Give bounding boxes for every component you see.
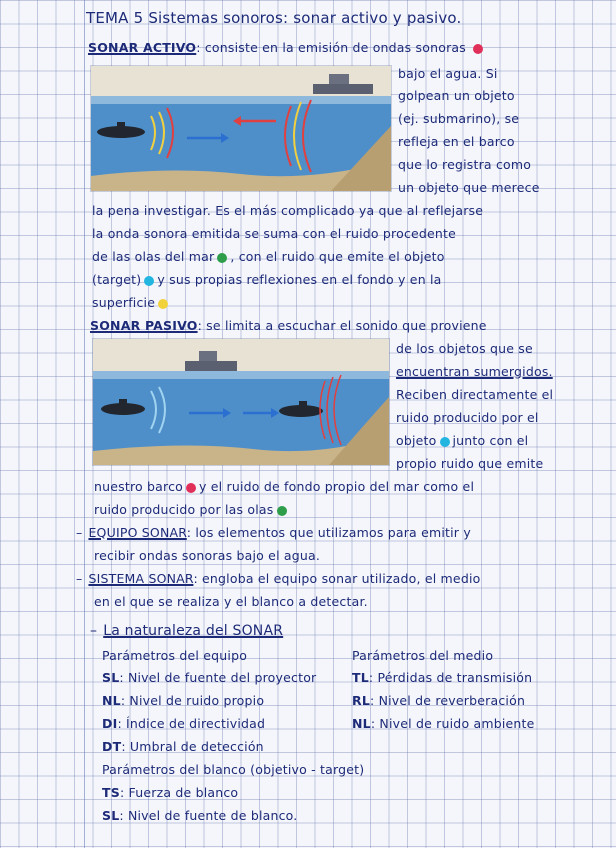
param-desc: : Índice de directividad (117, 716, 266, 731)
naturaleza-heading-line (90, 624, 283, 639)
equipo-sonar-line-2 (94, 548, 320, 563)
sonar-pasivo-heading-line (90, 318, 487, 333)
sonar-activo-heading: SONAR ACTIVO (88, 40, 197, 55)
param-desc: : Pérdidas de transmisión (368, 670, 533, 685)
activo-line-9 (92, 226, 456, 241)
bullet-dash: – (76, 525, 83, 540)
pasivo-line-8a-text: nuestro barco (94, 479, 184, 494)
activo-line-11a-text: (target) (92, 272, 142, 287)
param-abbr: NL (352, 716, 371, 731)
pasivo-line-8 (94, 479, 474, 494)
param-abbr: SL (102, 670, 120, 685)
activo-line-8 (92, 203, 483, 218)
activo-line-2-text: bajo el agua. Si (398, 66, 498, 81)
pasivo-line-8b-text: y el ruido de fondo propio del mar como el (199, 479, 475, 494)
param-abbr: RL (352, 693, 370, 708)
activo-line-3 (398, 88, 515, 103)
param-desc: : Umbral de detección (121, 739, 264, 754)
param-desc: : Fuerza de blanco (119, 785, 239, 800)
param-abbr: TL (352, 670, 369, 685)
activo-line-11 (92, 272, 442, 287)
parametros-blanco-title (102, 762, 364, 777)
page-margin-line (84, 0, 85, 848)
param-abbr: NL (102, 693, 121, 708)
param-blanco-row (102, 785, 238, 800)
pasivo-line-5-text: ruido producido por el (396, 410, 539, 425)
pasivo-line-6 (396, 433, 528, 448)
sonar-pasivo-text: : se limita a escuchar el sonido que proviene (197, 318, 487, 333)
parametros-blanco-title-text: Parámetros del blanco (objetivo - target) (102, 762, 365, 777)
activo-line-4 (398, 111, 519, 126)
sonar-activo-svg (91, 66, 391, 191)
activo-line-8-text: la pena investigar. Es el más complicado ya que al reflejarse (92, 203, 484, 218)
red-mark-icon (186, 483, 196, 493)
pasivo-line-7-text: propio ruido que emite (396, 456, 544, 471)
pasivo-line-9 (94, 502, 290, 517)
activo-line-11b-text: y sus propias reflexiones en el fondo y en la (157, 272, 442, 287)
activo-line-12 (92, 295, 171, 310)
equipo-sonar-heading: EQUIPO SONAR (88, 525, 187, 540)
bullet-dash: – (76, 571, 83, 586)
sistema-sonar-heading: SISTEMA SONAR (88, 571, 194, 586)
activo-line-5 (398, 134, 515, 149)
sonar-activo-illustration (90, 65, 392, 192)
param-desc: : Nivel de ruido propio (120, 693, 265, 708)
bullet-dash: – (90, 623, 98, 639)
sistema-sonar-line-1 (76, 571, 480, 586)
param-abbr: DT (102, 739, 122, 754)
pasivo-line-6a-text: objeto (396, 433, 437, 448)
activo-line-7 (398, 180, 540, 195)
param-abbr: TS (102, 785, 120, 800)
param-equipo-row (102, 693, 264, 708)
pasivo-line-3 (396, 364, 553, 379)
sonar-pasivo-heading: SONAR PASIVO (90, 318, 198, 333)
activo-line-3-text: golpean un objeto (398, 88, 515, 103)
naturaleza-heading: La naturaleza del SONAR (103, 623, 284, 639)
sistema-sonar-line-2 (94, 594, 368, 609)
param-medio-row (352, 693, 525, 708)
sistema-sonar-text-2: en el que se realiza y el blanco a detectar. (94, 594, 368, 609)
param-desc: : Nivel de fuente de blanco. (119, 808, 298, 823)
sonar-activo-heading-line (88, 40, 486, 55)
activo-line-10 (92, 249, 445, 264)
pasivo-line-2 (396, 341, 533, 356)
parametros-medio-title-text: Parámetros del medio (352, 648, 494, 663)
activo-line-6-text: que lo registra como (398, 157, 532, 172)
param-abbr: DI (102, 716, 118, 731)
pasivo-line-5 (396, 410, 539, 425)
activo-line-6 (398, 157, 531, 172)
parametros-equipo-title (102, 648, 247, 663)
pasivo-line-6b-text: junto con el (452, 433, 529, 448)
activo-line-9-text: la onda sonora emitida se suma con el ruido procedente (92, 226, 457, 241)
pasivo-line-3-text: encuentran sumergidos. (396, 364, 553, 379)
param-desc: : Nivel de ruido ambiente (370, 716, 535, 731)
param-blanco-row (102, 808, 297, 823)
activo-line-7-text: un objeto que merece (398, 180, 540, 195)
sonar-pasivo-illustration (92, 338, 390, 466)
parametros-equipo-title-text: Parámetros del equipo (102, 648, 248, 663)
activo-line-10a-text: de las olas del mar (92, 249, 215, 264)
param-equipo-row (102, 670, 316, 685)
pasivo-line-7 (396, 456, 543, 471)
pasivo-line-4-text: Reciben directamente el (396, 387, 554, 402)
green-mark-icon (277, 506, 287, 516)
param-medio-row (352, 716, 535, 731)
activo-line-10b-text: , con el ruido que emite el objeto (230, 249, 445, 264)
param-desc: : Nivel de fuente del proyector (119, 670, 317, 685)
cyan-mark-icon (440, 437, 450, 447)
param-desc: : Nivel de reverberación (370, 693, 526, 708)
equipo-sonar-line-1 (76, 525, 471, 540)
activo-line-5-text: refleja en el barco (398, 134, 515, 149)
cyan-mark-icon (144, 276, 154, 286)
param-abbr: SL (102, 808, 120, 823)
pasivo-line-2-text: de los objetos que se (396, 341, 533, 356)
activo-line-4-text: (ej. submarino), se (398, 111, 520, 126)
sistema-sonar-text-1: : engloba el equipo sonar utilizado, el medio (193, 571, 481, 586)
page-title-text: TEMA 5 Sistemas sonoros: sonar activo y pasivo. (86, 9, 462, 27)
sonar-activo-text: : consiste en la emisión de ondas sonoras (196, 40, 466, 55)
sonar-pasivo-svg (93, 339, 389, 465)
red-mark-icon (473, 44, 483, 54)
yellow-mark-icon (158, 299, 168, 309)
green-mark-icon (217, 253, 227, 263)
param-equipo-row (102, 716, 265, 731)
pasivo-line-9-text: ruido producido por las olas (94, 502, 274, 517)
param-medio-row (352, 670, 532, 685)
activo-line-12-text: superficie (92, 295, 156, 310)
pasivo-line-4 (396, 387, 553, 402)
equipo-sonar-text-2: recibir ondas sonoras bajo el agua. (94, 548, 321, 563)
param-equipo-row (102, 739, 264, 754)
page-title (86, 11, 462, 26)
activo-line-2 (398, 66, 498, 81)
equipo-sonar-text-1: : los elementos que utilizamos para emitir y (186, 525, 471, 540)
parametros-medio-title (352, 648, 493, 663)
